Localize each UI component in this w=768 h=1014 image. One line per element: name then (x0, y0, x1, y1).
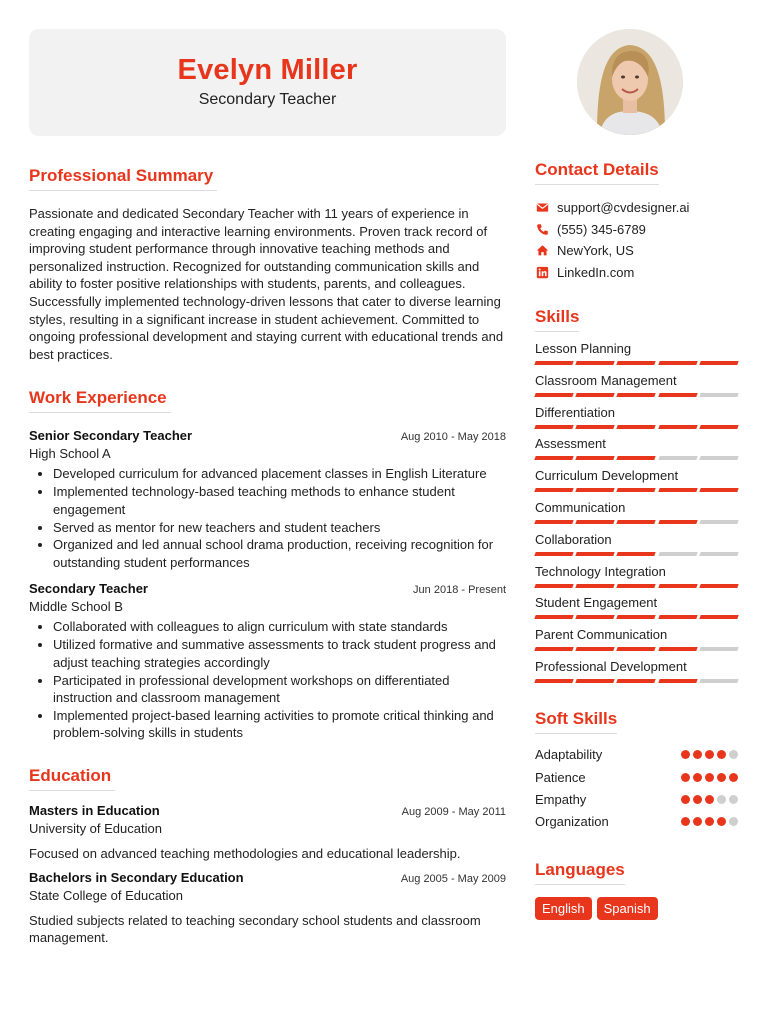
skill-bar-segment (575, 552, 615, 556)
rating-dot (693, 795, 702, 804)
education-desc: Studied subjects related to teaching secondary school students and classroom management. (29, 913, 481, 946)
home-icon (535, 244, 549, 258)
contact-text: support@cvdesigner.ai (557, 200, 690, 216)
skill-bar-segment (575, 615, 615, 619)
skill-bar-segment (575, 488, 615, 492)
bullet-item: • Implemented technology-based teaching methods to enhance student engagement (53, 483, 506, 518)
rating-dot (681, 817, 690, 826)
skill-bar-segment (658, 456, 698, 460)
skill-bar-segment (617, 647, 657, 651)
soft-skill-item (535, 766, 740, 788)
contact-location (535, 240, 740, 262)
contact-heading: Contact Details (535, 160, 659, 185)
education-date: Aug 2009 - May 2011 (401, 805, 506, 818)
education-desc: Focused on advanced teaching methodologies and educational leadership. (29, 845, 461, 861)
skill-item (535, 435, 740, 467)
skill-bar (535, 456, 738, 460)
skill-item (535, 531, 740, 563)
skill-item (535, 594, 740, 626)
skill-item (535, 626, 740, 658)
rating-dot (717, 750, 726, 759)
skill-bar-segment (575, 425, 615, 429)
skill-bar-segment (699, 647, 739, 651)
job-date: Jun 2018 - Present (413, 584, 506, 597)
skill-bar-segment (617, 615, 657, 619)
skill-item (535, 658, 740, 690)
soft-skill-item (535, 788, 740, 810)
job-org: Middle School B (29, 599, 123, 615)
rating-dot (681, 750, 690, 759)
candidate-name: Evelyn Miller (177, 54, 358, 86)
skill-bar-segment (699, 615, 739, 619)
skill-bar-segment (575, 393, 615, 397)
rating-dot (729, 817, 738, 826)
skills-heading: Skills (535, 307, 579, 332)
skill-item (535, 563, 740, 595)
rating-dot (717, 795, 726, 804)
skill-bar (535, 552, 738, 556)
skill-bar-segment (658, 584, 698, 588)
skill-bar-segment (658, 520, 698, 524)
job-bullets (29, 465, 506, 571)
skill-bar-segment (617, 425, 657, 429)
languages-heading: Languages (535, 860, 625, 885)
skill-bar-segment (617, 520, 657, 524)
candidate-role: Secondary Teacher (198, 91, 337, 108)
contact-email[interactable] (535, 197, 740, 219)
skill-name: Curriculum Development (535, 468, 679, 484)
skill-bar (535, 584, 738, 588)
bullet-item: • Utilized formative and summative assessments to track student progress and adjust teaching strategies accordingly (53, 636, 506, 671)
skill-bar-segment (534, 425, 574, 429)
skill-name: Parent Communication (535, 627, 668, 643)
degree-title: Masters in Education (29, 802, 160, 818)
skill-item (535, 467, 740, 499)
skill-bar-segment (534, 456, 574, 460)
skill-bar-segment (699, 552, 739, 556)
summary-heading: Professional Summary (29, 166, 217, 191)
skills-list (535, 340, 740, 690)
skill-bar-segment (658, 679, 698, 683)
education-heading: Education (29, 766, 115, 791)
skill-bar-segment (534, 647, 574, 651)
rating-dot (681, 795, 690, 804)
skill-name: Differentiation (535, 404, 615, 420)
soft-skill-name: Patience (535, 769, 586, 785)
skill-bar-segment (534, 361, 574, 365)
rating-dot (729, 750, 738, 759)
skill-bar (535, 488, 738, 492)
skill-bar-segment (658, 647, 698, 651)
contact-phone[interactable] (535, 219, 740, 241)
rating-dot (693, 817, 702, 826)
skill-bar-segment (658, 488, 698, 492)
skill-bar-segment (575, 584, 615, 588)
skill-bar-segment (617, 456, 657, 460)
skill-bar-segment (575, 456, 615, 460)
skill-bar (535, 647, 738, 651)
skills-section (535, 307, 740, 690)
languages-list (535, 897, 740, 920)
skill-bar-segment (575, 679, 615, 683)
rating-dot (729, 773, 738, 782)
skill-bar (535, 615, 738, 619)
rating-dot (729, 795, 738, 804)
skill-bar-segment (534, 552, 574, 556)
job-date: Aug 2010 - May 2018 (400, 431, 506, 444)
work-section (29, 388, 506, 741)
skill-bar-segment (617, 393, 657, 397)
summary-text: Passionate and dedicated Secondary Teacher with 11 years of experience in creating engaging and interactive learning environments. Proven track record of improving student performance through innovative teaching methods and personalized instruction. Recognized for outstanding communication skills and ability to foster positive relationships with students, parents, and colleagues. Successfully implemented technology-driven lessons that cater to diverse learning styles, resulting in a significant increase in student achievement. Committed to ongoing professional development and staying current with educational trends and best practices. (29, 206, 504, 362)
skill-bar (535, 393, 738, 397)
soft-skill-item (535, 744, 740, 766)
education-entry (29, 870, 506, 947)
skill-bar-segment (699, 425, 739, 429)
skill-bar-segment (699, 679, 739, 683)
soft-skills-section (535, 709, 740, 833)
summary-section (29, 166, 506, 363)
language-badge: Spanish (597, 897, 658, 920)
skill-bar-segment (617, 679, 657, 683)
education-section (29, 766, 506, 947)
skill-bar-segment (575, 361, 615, 365)
skill-bar-segment (699, 361, 739, 365)
job-org: High School A (29, 446, 111, 462)
soft-skill-item (535, 811, 740, 833)
skill-name: Classroom Management (535, 372, 677, 388)
skill-name: Technology Integration (535, 563, 666, 579)
skill-bar (535, 520, 738, 524)
skill-bar-segment (534, 393, 574, 397)
skill-item (535, 499, 740, 531)
skill-item (535, 340, 740, 372)
left-column (29, 166, 506, 947)
skill-name: Student Engagement (535, 595, 658, 611)
skill-bar-segment (617, 552, 657, 556)
skill-bar-segment (658, 393, 698, 397)
skill-bar-segment (658, 615, 698, 619)
soft-skill-rating (681, 817, 740, 826)
contact-text: NewYork, US (557, 243, 634, 259)
soft-skill-rating (681, 750, 740, 759)
skill-name: Assessment (535, 436, 606, 452)
rating-dot (705, 817, 714, 826)
phone-icon (535, 222, 549, 236)
soft-skills-heading: Soft Skills (535, 709, 617, 734)
skill-name: Professional Development (535, 658, 687, 674)
skill-bar-segment (617, 584, 657, 588)
job-bullets (29, 618, 506, 741)
school-name: State College of Education (29, 888, 183, 904)
skill-bar-segment (534, 615, 574, 619)
job-title: Senior Secondary Teacher (29, 428, 193, 444)
skill-bar-segment (658, 425, 698, 429)
skill-bar-segment (699, 393, 739, 397)
skill-bar-segment (534, 488, 574, 492)
contact-text: LinkedIn.com (557, 264, 635, 280)
linkedin-icon (535, 265, 549, 279)
skill-bar-segment (534, 679, 574, 683)
language-badge: English (535, 897, 592, 920)
soft-skill-rating (681, 795, 740, 804)
rating-dot (705, 773, 714, 782)
bullet-item: • Organized and led annual school drama production, receiving recognition for outstanding student performances (53, 536, 506, 571)
skill-bar-segment (575, 520, 615, 524)
rating-dot (681, 773, 690, 782)
degree-title: Bachelors in Secondary Education (29, 870, 244, 886)
soft-skill-name: Adaptability (535, 747, 603, 763)
skill-bar-segment (617, 488, 657, 492)
job-entry (29, 428, 506, 571)
education-date: Aug 2005 - May 2009 (400, 873, 506, 886)
skill-name: Communication (535, 499, 626, 515)
portrait-image (577, 29, 683, 135)
skill-bar-segment (699, 488, 739, 492)
contact-text: (555) 345-6789 (557, 221, 646, 237)
rating-dot (705, 795, 714, 804)
bullet-item: • Served as mentor for new teachers and student teachers (53, 519, 506, 536)
skill-bar-segment (534, 520, 574, 524)
skill-item (535, 372, 740, 404)
soft-skill-rating (681, 773, 740, 782)
bullet-item: • Participated in professional development workshops on differentiated instruction and classroom management (53, 672, 506, 707)
skill-name: Lesson Planning (535, 341, 632, 356)
contact-section (535, 160, 740, 283)
education-entry (29, 803, 506, 862)
rating-dot (717, 817, 726, 826)
soft-skills-list (535, 744, 740, 833)
rating-dot (693, 773, 702, 782)
profile-photo (577, 29, 683, 135)
bullet-item: • Implemented project-based learning activities to promote critical thinking and problem-solving skills in students (53, 707, 506, 742)
job-entry (29, 581, 506, 741)
skill-bar-segment (534, 584, 574, 588)
rating-dot (693, 750, 702, 759)
bullet-item: • Collaborated with colleagues to align curriculum with state standards (53, 618, 506, 635)
rating-dot (705, 750, 714, 759)
school-name: University of Education (29, 820, 162, 836)
skill-bar (535, 361, 738, 365)
job-title: Secondary Teacher (29, 581, 148, 597)
header-box (29, 29, 506, 136)
skill-bar-segment (699, 456, 739, 460)
rating-dot (717, 773, 726, 782)
bullet-item: • Developed curriculum for advanced placement classes in English Literature (53, 465, 506, 482)
skill-item (535, 404, 740, 436)
languages-section (535, 860, 740, 920)
skill-bar-segment (575, 647, 615, 651)
email-icon (535, 201, 549, 215)
skill-bar (535, 679, 738, 683)
work-heading: Work Experience (29, 388, 171, 413)
skill-name: Collaboration (535, 531, 612, 547)
soft-skill-name: Organization (535, 814, 609, 830)
skill-bar-segment (658, 552, 698, 556)
skill-bar (535, 425, 738, 429)
contact-linkedin[interactable] (535, 262, 740, 284)
right-column (535, 160, 740, 920)
soft-skill-name: Empathy (535, 792, 587, 807)
skill-bar-segment (699, 584, 739, 588)
skill-bar-segment (699, 520, 739, 524)
skill-bar-segment (617, 361, 657, 365)
skill-bar-segment (658, 361, 698, 365)
